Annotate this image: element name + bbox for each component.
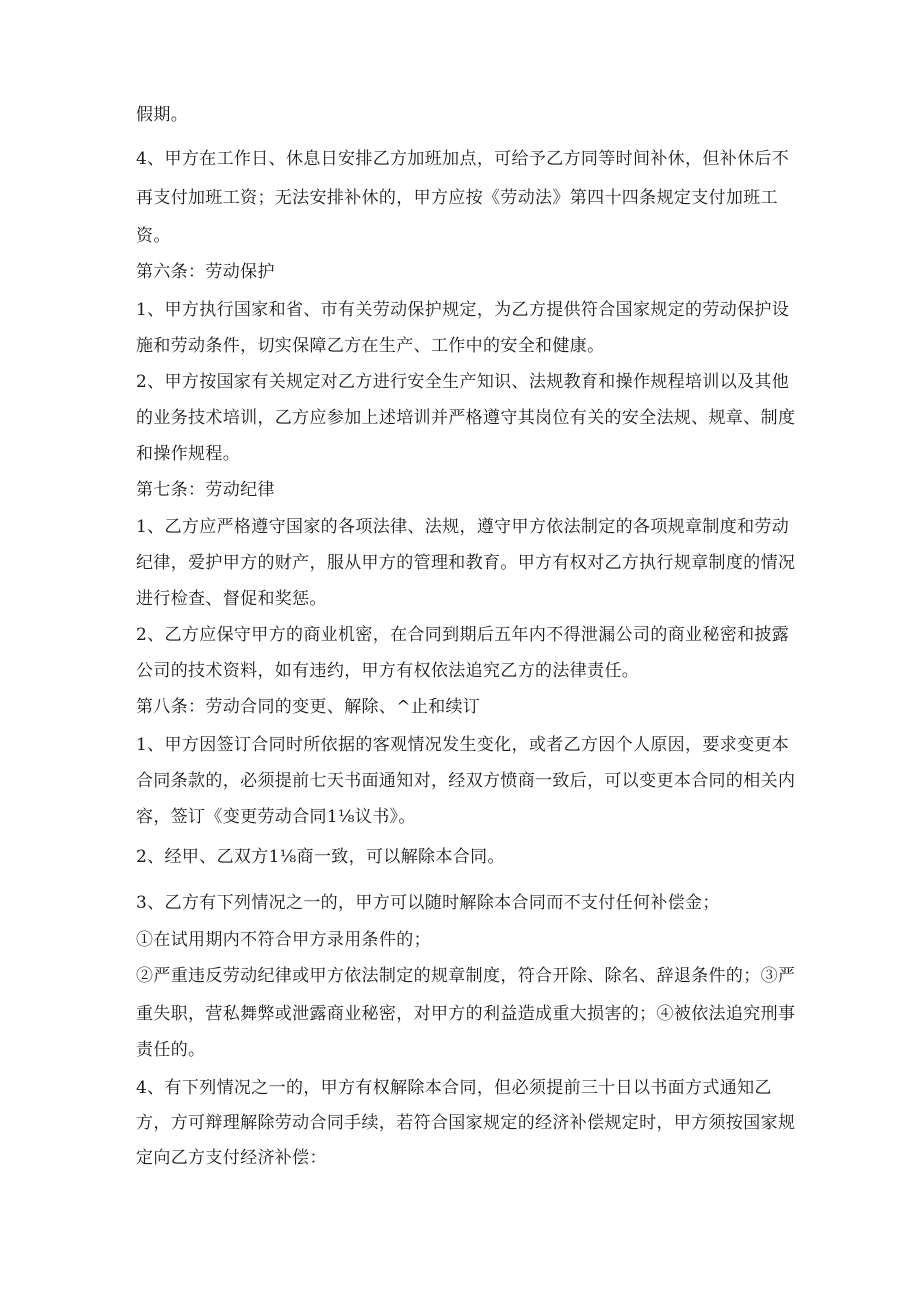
text-line: 假期。 [136, 105, 189, 125]
text-line: 合同条款的，必须提前七天书面通知对，经双方愤商一致后，可以变更本合同的相关内 [136, 771, 796, 791]
text-line: 再支付加班工资；无法安排补休的，甲方应按《劳动法》第四十四条规定支付加班工 [136, 188, 778, 208]
text-line: 的业务技术培训，乙方应参加上述培训并严格遵守其岗位有关的安全法规、规章、制度 [136, 408, 796, 428]
text-line: 4、有下列情况之一的，甲方有权解除本合同，但必须提前三十日以书面方式通知乙 [136, 1078, 772, 1098]
text-line: 施和劳动条件，切实保障乙方在生产、工作中的安全和健康。 [136, 336, 605, 356]
text-line: 2、乙方应保守甲方的商业机密，在合同到期后五年内不得泄漏公司的商业秘密和披露 [136, 625, 790, 645]
text-line: 资。 [136, 226, 171, 246]
text-line: 2、经甲、乙双方1⅛商一致，可以解除本合同。 [136, 847, 505, 867]
text-line: 公司的技术资料，如有违约，甲方有权依法追究乙方的法律责任。 [136, 661, 640, 681]
text-line: 责任的。 [136, 1040, 206, 1060]
text-line: 1、乙方应严格遵守国家的各项法律、法规，遵守甲方依法制定的各项规章制度和劳动 [136, 517, 790, 537]
text-line: 重失职，营私舞弊或泄露商业秘密，对甲方的利益造成重大损害的；④被依法追究刑事 [136, 1004, 796, 1024]
section-heading: 第七条：劳动纪律 [136, 480, 275, 500]
text-line: 纪律，爱护甲方的财产，服从甲方的管理和教育。甲方有权对乙方执行规章制度的情况 [136, 553, 796, 573]
text-line: 4、甲方在工作日、休息日安排乙方加班加点，可给予乙方同等时间补休，但补休后不 [136, 149, 790, 169]
text-line: 3、乙方有下列情况之一的，甲方可以随时解除本合同而不支付任何补偿金； [136, 893, 720, 913]
text-line: 方，方可辩理解除劳动合同手续，若符合国家规定的经济补偿规定时，甲方须按国家规 [136, 1113, 796, 1133]
text-line: 进行检查、督促和奖惩。 [136, 589, 327, 609]
text-line: 2、甲方按国家有关规定对乙方进行安全生产知识、法规教育和操作规程培训以及其他 [136, 372, 790, 392]
section-heading: 第六条：劳动保护 [136, 262, 275, 282]
section-heading: 第八条：劳动合同的变更、解除、^止和续订 [136, 697, 481, 717]
text-line: ①在试用期内不符合甲方录用条件的； [136, 930, 431, 950]
text-line: 容，签订《变更劳动合同1⅛议书》。 [136, 807, 416, 827]
text-line: 1、甲方因签订合同时所依据的客观情况发生变化，或者乙方因个人原因，要求变更本 [136, 735, 790, 755]
text-line: 定向乙方支付经济补偿： [136, 1148, 327, 1168]
text-line: 1、甲方执行国家和省、市有关劳动保护规定，为乙方提供符合国家规定的劳动保护设 [136, 300, 790, 320]
text-line: 和操作规程。 [136, 444, 241, 464]
text-line: ②严重违反劳动纪律或甲方依法制定的规章制度，符合开除、除名、辞退条件的；③严 [136, 966, 796, 986]
